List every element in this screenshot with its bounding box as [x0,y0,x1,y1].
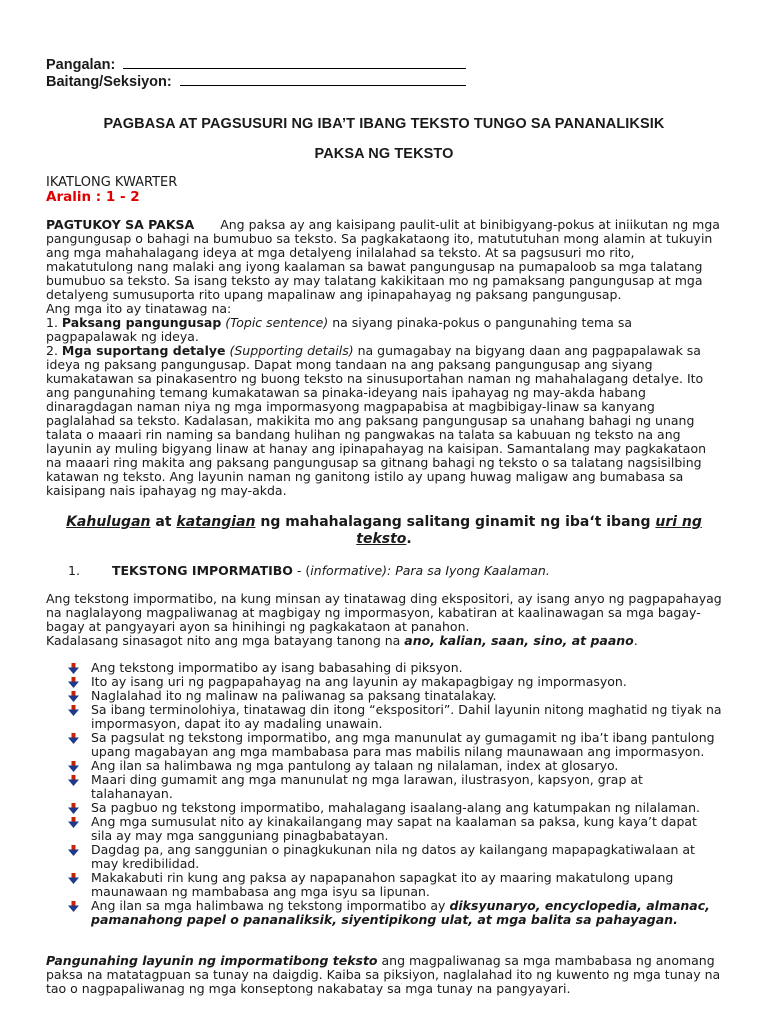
impormatibo-heading: TEKSTONG IMPORMATIBO [111,563,293,578]
section-heading-kahulugan [46,514,722,548]
heading-katangian: katangian [176,514,256,530]
arrow-bullet-icon [68,705,79,716]
bullet-examples-bold: diksyunaryo, encyclopedia, almanac, pamanahong papel o pananaliksik, siyentipikong ulat, at mga balita sa pahayagan. [91,898,710,927]
tanong-bold: ano, kalian, saan, sino, at paano [404,633,634,648]
bullet-text: Maari ding gumamit ang mga manunulat ng mga larawan, ilustrasyon, kapsyon, grap at talahanayan. [91,772,643,801]
heading-para-sa-kaalaman: ): Para sa Iyong Kaalaman. [382,563,550,578]
list-item-suportang-detalye [46,344,722,498]
section-label: Baitang/Seksiyon: [46,74,172,90]
name-field [46,56,722,73]
document-subtitle: PAKSA NG TEKSTO [314,146,454,162]
layunin-text: ang magpaliwanag sa mga mambabasa ng anomang paksa na matatagpuan sa tunay na daigdig. Kaiba sa piksiyon, naglalahad ito ng kuwento ng mga tunay na tao o nagpapaliwanag ng mga konseptong nakabatay sa mga tunay na pangyayari. [46,953,721,996]
bullet-text: Ang tekstong impormatibo ay isang babasahing di piksyon. [91,660,463,675]
heading-period: . [406,531,412,547]
term-description: na gumagabay na bigyang daan ang pagpapalawak sa ideya ng paksang pangungusap. Dapat mong tandaan na ang paksang pangungusap ang siyang kumakatawan sa pinakasentro ng buong teksto na sinusuportahan naman ng mahahalagang detalye. Ito ang pangunahing temang kumakatawan sa pinaka-ideyang nais ipahayag ng may-akda habang dinaragdagan naman niya ng mga impormasyong magpapabisa at magbibigay-linaw sa kanyang paglalahad sa teksto. Kadalasan, makikita mo ang paksang pangungusap sa unahang bahagi ng unang talata o maaari rin naming sa bandang hulihan ng pangwakas na talata sa kabuuan ng teksto na ang layunin ay muling bigyang linaw at hanay ang ipinapahayag na kaisipan. Samantalang may pagkakataon na maaari ring makita ang paksang pangungusap sa gitnang bahagi ng teksto o sa talatang nagsisilbing katawan ng teksto. Ang layunin naman ng ganitong istilo ay upang huwag maligaw ang bumabasa sa kaisipang nais ipahayag ng may-akda. [46,343,707,498]
arrow-bullet-icon [68,761,79,772]
quarter-label: IKATLONG KWARTER [46,175,178,190]
list-number: 1. [46,315,58,330]
list-item [46,731,722,759]
list-item [46,801,722,815]
heading-middle: ng mahahalagang salitang ginamit ng iba‘t ibang [260,514,651,530]
list-item [46,815,722,843]
paragraph-impormatibo-def: Ang tekstong impormatibo, na kung minsan ay tinatawag ding ekspositori, ay isang anyo ng pagpapahayag na naglalayong magpaliwanag at magbigay ng impormasyon, kabatiran at kaalinawagan sa mga bagay-bagay at pangyayari ayon sa hinihingi ng pagkakataon at panahon. [46,591,722,634]
arrow-bullet-icon [68,691,79,702]
heading-informative: informative [310,563,383,578]
impormatibo-bullet-list [46,661,722,927]
bullet-text: Dagdag pa, ang sanggunian o pinagkukunan nila ng datos ay kailangang mapapagkatiwalaan at may kredibilidad. [91,842,695,871]
paragraph-tanong [46,634,722,648]
term-italic: (Supporting details) [229,343,354,358]
bullet-text: Sa pagsulat ng tekstong impormatibo, ang mga manunulat ay gumagamit ng iba’t ibang pantulong upang magabayan ang mga mambabasa para mas mabilis nilang maunawaan ang impormasyon. [91,730,715,759]
arrow-bullet-icon [68,845,79,856]
list-item [46,675,722,689]
section-field [46,73,722,90]
name-label: Pangalan: [46,57,116,73]
list-item [46,899,722,927]
arrow-bullet-icon [68,733,79,744]
list-item [46,759,722,773]
tanong-period: . [633,633,638,648]
paragraph-intro: Ang mga ito ay tinatawag na: [46,301,232,316]
list-item [46,871,722,899]
section-blank-line[interactable] [180,73,466,86]
bullet-text: Sa ibang terminolohiya, tinatawag din itong “ekspositori”. Dahil layunin nitong maghatid ng tiyak na impormasyon, dapat ito ay madaling unawain. [91,702,722,731]
list-item [46,843,722,871]
term-description: na siyang pinaka-pokus o pangunahing tema sa pagpapalawak ng ideya. [46,315,633,344]
bullet-text: Ang mga sumusulat nito ay kinakailangang may sapat na kaalaman sa paksa, kung kaya’t dapat sila ay may mga sangguniang pinagbabatayan. [91,814,697,843]
heading-dash: - ( [296,563,311,578]
lesson-label: Aralin : 1 - 2 [46,189,140,205]
list-item [46,773,722,801]
term-bold: Paksang pangungusap [61,315,222,330]
document-page [46,56,722,996]
bullet-text: Makakabuti rin kung ang paksa ay napapanahon sapagkat ito ay maaring makatulong upang maunawaan ng mambabasa ang mga isyu sa lipunan. [91,870,674,899]
arrow-bullet-icon [68,873,79,884]
paksa-text: Ang paksa ay ang kaisipang paulit-ulit at binibigyang-pokus at iniikutan ng mga pangungusap o bahagi na bumubuo sa teksto. Sa pagkakataong ito, matututuhan mong alamin at tukuyin ang mga mahahalagang ideya at mga detalyeng inilalahad sa teksto. At sa pagsusuri mo rito, makatutulong nang malaki ang iyong kaalaman sa bawat pangungusap na pumapaloob sa mga talatang bumubuo sa teksto. Sa isang teksto ay may talatang kakikitaan mo ng pamaksang pangungusap at mga detalyeng sumusuporta rito upang mapalinaw ang ipinapahayag ng paksang pangungusap. [46,217,720,302]
bullet-text: Ang ilan sa mga halimbawa ng tekstong impormatibo ay [91,898,446,913]
layunin-bold: Pangunahing layunin ng impormatibong teksto [46,953,378,968]
name-blank-line[interactable] [123,56,466,69]
list-item-paksang-pangungusap [46,316,722,344]
arrow-bullet-icon [68,817,79,828]
list-item [46,661,722,675]
arrow-bullet-icon [68,803,79,814]
bullet-text: Ang ilan sa halimbawa ng mga pantulong ay talaan ng nilalaman, index at glosaryo. [91,758,619,773]
paragraph-paksa [46,218,722,302]
arrow-bullet-icon [68,663,79,674]
arrow-bullet-icon [68,901,79,912]
arrow-bullet-icon [68,677,79,688]
list-number: 1. [68,563,80,578]
paragraph-layunin [46,954,722,996]
heading-kahulugan: Kahulugan [66,514,151,530]
arrow-bullet-icon [68,775,79,786]
bullet-text: Ito ay isang uri ng pagpapahayag na ang layunin ay makapagbigay ng impormasyon. [91,674,627,689]
bullet-text: Sa pagbuo ng tekstong impormatibo, mahalagang isaalang-alang ang katumpakan ng nilalaman. [91,800,700,815]
bullet-text: Naglalahad ito ng malinaw na paliwanag sa paksang tinatalakay. [91,688,497,703]
paksa-heading: PAGTUKOY SA PAKSA [46,217,195,232]
term-italic: (Topic sentence) [225,315,329,330]
heading-uri-ng-teksto: uri ng teksto [356,514,702,547]
tanong-text: Kadalasang sinasagot nito ang mga batayang tanong na [46,633,401,648]
list-item [46,689,722,703]
list-number: 2. [46,343,58,358]
document-title: PAGBASA AT PAGSUSURI NG IBA’T IBANG TEKSTO TUNGO SA PANANALIKSIK [103,116,665,132]
section-impormatibo-title [46,564,722,578]
heading-at: at [155,514,172,530]
list-item [46,703,722,731]
term-bold: Mga suportang detalye [61,343,226,358]
